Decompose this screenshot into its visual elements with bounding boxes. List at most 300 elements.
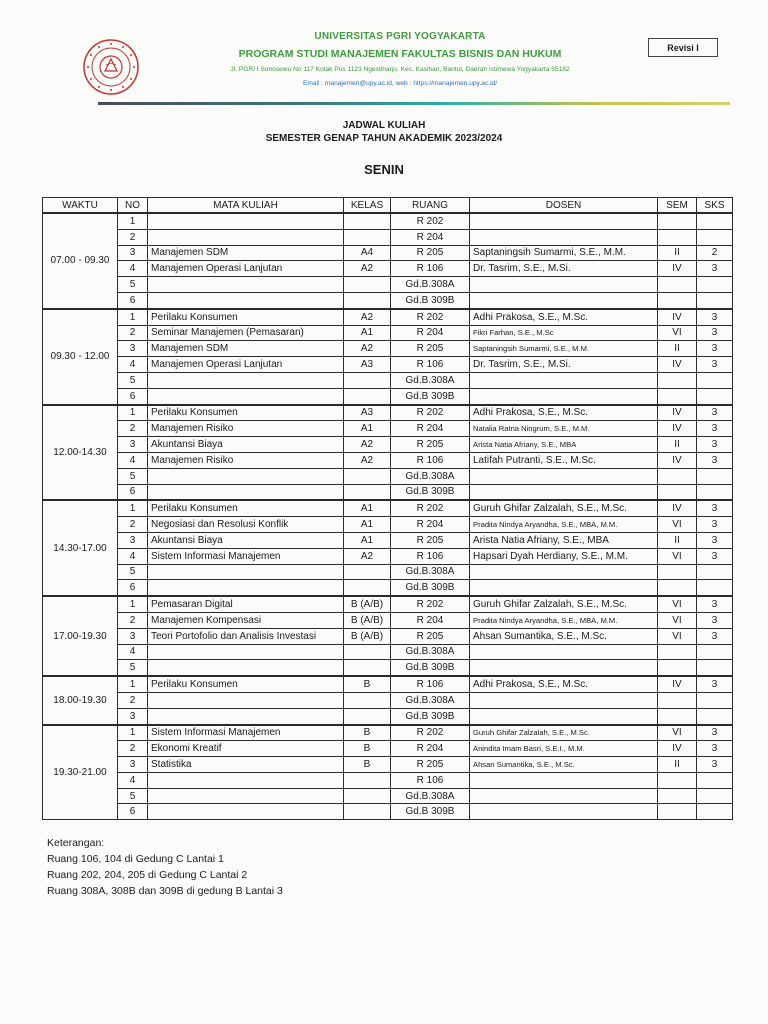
cell-lecturer: Latifah Putranti, S.E., M.Sc. — [470, 452, 658, 468]
cell-sem — [658, 772, 697, 788]
cell-sks: 3 — [697, 325, 733, 341]
cell-course — [148, 372, 344, 388]
cell-sem: II — [658, 437, 697, 453]
cell-course — [148, 484, 344, 500]
cell-sks: 3 — [697, 612, 733, 628]
column-header-sks: SKS — [697, 198, 733, 214]
cell-room: R 106 — [391, 261, 470, 277]
cell-sks: 3 — [697, 757, 733, 773]
cell-lecturer: Anindita Imam Basri, S.E.I., M.M. — [470, 741, 658, 757]
cell-lecturer: Adhi Prakosa, S.E., M.Sc. — [470, 405, 658, 421]
cell-sem: IV — [658, 405, 697, 421]
cell-course — [148, 292, 344, 308]
cell-room: R 204 — [391, 517, 470, 533]
table-row — [43, 788, 733, 804]
cell-lecturer — [470, 788, 658, 804]
cell-class — [344, 484, 391, 500]
cell-class: A1 — [344, 500, 391, 516]
cell-course: Teori Portofolio dan Analisis Investasi — [148, 628, 344, 644]
cell-no: 4 — [118, 357, 148, 373]
address: Jl. PGRI I Sonosewu No 117 Kotak Pos 1123 Ngestiharjo, Kec. Kasihan, Bantul, Daerah Istimewa Yogyakarta 55182 — [230, 66, 570, 73]
cell-lecturer — [470, 708, 658, 724]
time-slot-group — [43, 725, 733, 820]
cell-sem — [658, 372, 697, 388]
cell-sks — [697, 292, 733, 308]
cell-lecturer: Dr. Tasrim, S.E., M.Si. — [470, 357, 658, 373]
cell-time: 19.30-21.00 — [43, 725, 118, 820]
university-seal-icon — [80, 38, 142, 96]
cell-class: B — [344, 741, 391, 757]
column-header-sem: SEM — [658, 198, 697, 214]
cell-time: 17.00-19.30 — [43, 596, 118, 676]
table-row — [43, 772, 733, 788]
cell-sem: VI — [658, 517, 697, 533]
table-row — [43, 388, 733, 404]
table-row — [43, 708, 733, 724]
cell-sem: VI — [658, 725, 697, 741]
cell-lecturer — [470, 772, 658, 788]
table-row — [43, 213, 733, 229]
cell-room: R 202 — [391, 596, 470, 612]
cell-course — [148, 692, 344, 708]
cell-sem — [658, 229, 697, 245]
cell-sks: 2 — [697, 245, 733, 261]
cell-sks: 3 — [697, 628, 733, 644]
cell-no: 1 — [118, 500, 148, 516]
cell-sem — [658, 292, 697, 308]
cell-sem: II — [658, 245, 697, 261]
time-slot-group — [43, 500, 733, 596]
cell-sem — [658, 580, 697, 596]
cell-course: Manajemen Operasi Lanjutan — [148, 261, 344, 277]
cell-time: 14.30-17.00 — [43, 500, 118, 596]
cell-course — [148, 644, 344, 660]
cell-sem: VI — [658, 612, 697, 628]
cell-sks — [697, 277, 733, 293]
table-row — [43, 421, 733, 437]
cell-class: A3 — [344, 357, 391, 373]
day-heading: SENIN — [364, 162, 404, 177]
cell-sem: VI — [658, 628, 697, 644]
cell-sem — [658, 468, 697, 484]
cell-class — [344, 804, 391, 820]
cell-no: 1 — [118, 725, 148, 741]
cell-lecturer — [470, 292, 658, 308]
cell-no: 4 — [118, 644, 148, 660]
table-row — [43, 757, 733, 773]
cell-room: Gd.B 309B — [391, 804, 470, 820]
column-header-waktu: WAKTU — [43, 198, 118, 214]
cell-course: Manajemen Risiko — [148, 421, 344, 437]
cell-course — [148, 564, 344, 580]
cell-course: Sistem Informasi Manajemen — [148, 548, 344, 564]
cell-no: 5 — [118, 564, 148, 580]
cell-lecturer: Arista Natia Afriany, S.E., MBA — [470, 532, 658, 548]
table-row — [43, 341, 733, 357]
cell-time: 18.00-19.30 — [43, 676, 118, 724]
note-line: Ruang 308A, 308B dan 309B di gedung B Lantai 3 — [47, 885, 283, 897]
cell-class: A2 — [344, 437, 391, 453]
cell-sks: 3 — [697, 725, 733, 741]
cell-no: 4 — [118, 772, 148, 788]
cell-lecturer: Ahsan Sumantika, S.E., M.Sc. — [470, 757, 658, 773]
cell-lecturer: Dr. Tasrim, S.E., M.Si. — [470, 261, 658, 277]
cell-sks: 3 — [697, 532, 733, 548]
cell-sem: II — [658, 341, 697, 357]
cell-course: Manajemen Kompensasi — [148, 612, 344, 628]
table-row — [43, 596, 733, 612]
cell-lecturer: Ahsan Sumantika, S.E., M.Sc. — [470, 628, 658, 644]
cell-sks — [697, 644, 733, 660]
cell-sks — [697, 708, 733, 724]
cell-course: Sistem Informasi Manajemen — [148, 725, 344, 741]
cell-room: R 205 — [391, 341, 470, 357]
cell-course: Manajemen Operasi Lanjutan — [148, 357, 344, 373]
cell-no: 6 — [118, 388, 148, 404]
cell-sks: 3 — [697, 517, 733, 533]
cell-room: R 202 — [391, 725, 470, 741]
cell-sem: II — [658, 532, 697, 548]
cell-sks: 3 — [697, 596, 733, 612]
table-row — [43, 484, 733, 500]
cell-no: 3 — [118, 437, 148, 453]
cell-room: Gd.B.308A — [391, 277, 470, 293]
cell-course: Akuntansi Biaya — [148, 532, 344, 548]
cell-room: Gd.B.308A — [391, 644, 470, 660]
letterhead — [150, 31, 650, 87]
cell-lecturer: Fikri Farhan, S.E., M.Sc — [470, 325, 658, 341]
column-header-mata-kuliah: MATA KULIAH — [148, 198, 344, 214]
cell-lecturer: Saptaningsih Sumarmi, S.E., M.M. — [470, 245, 658, 261]
cell-sem — [658, 644, 697, 660]
cell-course: Seminar Manajemen (Pemasaran) — [148, 325, 344, 341]
cell-no: 3 — [118, 708, 148, 724]
cell-room: R 205 — [391, 437, 470, 453]
cell-course: Statistika — [148, 757, 344, 773]
table-row — [43, 357, 733, 373]
cell-sks — [697, 788, 733, 804]
cell-room: R 202 — [391, 500, 470, 516]
cell-class — [344, 644, 391, 660]
cell-class — [344, 292, 391, 308]
cell-room: R 106 — [391, 772, 470, 788]
cell-no: 6 — [118, 292, 148, 308]
cell-room: Gd.B.308A — [391, 692, 470, 708]
column-header-dosen: DOSEN — [470, 198, 658, 214]
cell-course — [148, 804, 344, 820]
cell-course — [148, 772, 344, 788]
cell-room: Gd.B 309B — [391, 580, 470, 596]
cell-no: 6 — [118, 804, 148, 820]
cell-no: 2 — [118, 229, 148, 245]
cell-room: Gd.B 309B — [391, 388, 470, 404]
table-row — [43, 628, 733, 644]
cell-lecturer — [470, 277, 658, 293]
cell-class — [344, 564, 391, 580]
cell-lecturer: Saptaningsih Sumarmi, S.E., M.M. — [470, 341, 658, 357]
cell-no: 1 — [118, 596, 148, 612]
cell-no: 2 — [118, 741, 148, 757]
cell-lecturer: Guruh Ghifar Zalzalah, S.E., M.Sc. — [470, 596, 658, 612]
cell-course — [148, 277, 344, 293]
cell-no: 6 — [118, 484, 148, 500]
cell-sks: 3 — [697, 309, 733, 325]
cell-time: 07.00 - 09.30 — [43, 213, 118, 309]
cell-lecturer: Adhi Prakosa, S.E., M.Sc. — [470, 309, 658, 325]
cell-lecturer: Guruh Ghifar Zalzalah, S.E., M.Sc. — [470, 725, 658, 741]
cell-room: R 204 — [391, 229, 470, 245]
cell-sem — [658, 564, 697, 580]
cell-sem: VI — [658, 325, 697, 341]
cell-sks: 3 — [697, 341, 733, 357]
cell-class: B — [344, 676, 391, 692]
cell-sem — [658, 388, 697, 404]
cell-no: 2 — [118, 612, 148, 628]
note-line: Ruang 106, 104 di Gedung C Lantai 1 — [47, 853, 224, 865]
cell-room: R 106 — [391, 676, 470, 692]
cell-lecturer — [470, 388, 658, 404]
cell-room: R 205 — [391, 628, 470, 644]
cell-sks — [697, 564, 733, 580]
cell-no: 1 — [118, 213, 148, 229]
cell-room: Gd.B 309B — [391, 660, 470, 676]
cell-sem: IV — [658, 452, 697, 468]
cell-sem: VI — [658, 596, 697, 612]
cell-sem: II — [658, 757, 697, 773]
cell-course: Manajemen Risiko — [148, 452, 344, 468]
table-row — [43, 644, 733, 660]
cell-lecturer — [470, 372, 658, 388]
cell-lecturer: Arista Natia Afriany, S.E., MBA — [470, 437, 658, 453]
cell-sem — [658, 708, 697, 724]
table-row — [43, 532, 733, 548]
table-row — [43, 517, 733, 533]
cell-sem: IV — [658, 261, 697, 277]
table-row — [43, 692, 733, 708]
column-header-ruang: RUANG — [391, 198, 470, 214]
cell-lecturer — [470, 804, 658, 820]
cell-room: Gd.B.308A — [391, 468, 470, 484]
cell-class — [344, 708, 391, 724]
cell-class: A3 — [344, 405, 391, 421]
cell-sks: 3 — [697, 676, 733, 692]
cell-no: 2 — [118, 421, 148, 437]
table-row — [43, 309, 733, 325]
column-header-kelas: KELAS — [344, 198, 391, 214]
cell-sem — [658, 804, 697, 820]
cell-room: R 106 — [391, 452, 470, 468]
cell-course — [148, 213, 344, 229]
cell-lecturer — [470, 580, 658, 596]
time-slot-group — [43, 676, 733, 724]
cell-course — [148, 708, 344, 724]
cell-class: A2 — [344, 341, 391, 357]
cell-class: B (A/B) — [344, 612, 391, 628]
cell-sem — [658, 277, 697, 293]
cell-class: A1 — [344, 325, 391, 341]
cell-class: A1 — [344, 421, 391, 437]
cell-sks: 3 — [697, 421, 733, 437]
time-slot-group — [43, 596, 733, 676]
schedule-table — [42, 197, 733, 820]
cell-no: 1 — [118, 676, 148, 692]
cell-no: 3 — [118, 341, 148, 357]
cell-no: 5 — [118, 660, 148, 676]
cell-class — [344, 372, 391, 388]
cell-class: A2 — [344, 548, 391, 564]
cell-course — [148, 580, 344, 596]
cell-class — [344, 229, 391, 245]
cell-room: R 204 — [391, 741, 470, 757]
cell-sks — [697, 468, 733, 484]
cell-room: R 202 — [391, 309, 470, 325]
time-slot-group — [43, 309, 733, 405]
cell-no: 2 — [118, 325, 148, 341]
cell-no: 6 — [118, 580, 148, 596]
document-subtitle: SEMESTER GENAP TAHUN AKADEMIK 2023/2024 — [265, 133, 503, 144]
notes — [47, 835, 283, 899]
document-title: JADWAL KULIAH — [342, 120, 426, 131]
cell-class: B (A/B) — [344, 596, 391, 612]
cell-course: Negosiasi dan Resolusi Konflik — [148, 517, 344, 533]
cell-class — [344, 660, 391, 676]
cell-sks: 3 — [697, 261, 733, 277]
table-row — [43, 437, 733, 453]
cell-sks: 3 — [697, 452, 733, 468]
cell-sem: IV — [658, 309, 697, 325]
cell-sem — [658, 213, 697, 229]
cell-no: 5 — [118, 468, 148, 484]
cell-room: R 202 — [391, 405, 470, 421]
cell-sks: 3 — [697, 741, 733, 757]
table-row — [43, 229, 733, 245]
cell-room: R 106 — [391, 357, 470, 373]
table-row — [43, 548, 733, 564]
cell-class — [344, 213, 391, 229]
cell-lecturer — [470, 692, 658, 708]
cell-no: 2 — [118, 692, 148, 708]
table-row — [43, 325, 733, 341]
table-header-row — [43, 198, 733, 214]
table-row — [43, 468, 733, 484]
cell-lecturer — [470, 229, 658, 245]
cell-class: A4 — [344, 245, 391, 261]
cell-room: Gd.B 309B — [391, 292, 470, 308]
university-name: UNIVERSITAS PGRI YOGYAKARTA — [314, 31, 486, 42]
table-row — [43, 676, 733, 692]
cell-lecturer: Guruh Ghifar Zalzalah, S.E., M.Sc. — [470, 500, 658, 516]
cell-no: 5 — [118, 788, 148, 804]
contact-links[interactable]: Email : manajemen@upy.ac.id, web : https://manajemen.upy.ac.id/ — [302, 80, 498, 87]
table-row — [43, 292, 733, 308]
cell-no: 3 — [118, 532, 148, 548]
table-row — [43, 564, 733, 580]
cell-lecturer — [470, 660, 658, 676]
cell-class: B — [344, 725, 391, 741]
program-name: PROGRAM STUDI MANAJEMEN FAKULTAS BISNIS DAN HUKUM — [238, 48, 562, 60]
cell-sem: IV — [658, 500, 697, 516]
cell-class: A1 — [344, 517, 391, 533]
cell-sem: IV — [658, 357, 697, 373]
table-row — [43, 372, 733, 388]
cell-course: Akuntansi Biaya — [148, 437, 344, 453]
cell-lecturer: Adhi Prakosa, S.E., M.Sc. — [470, 676, 658, 692]
cell-class — [344, 468, 391, 484]
table-row — [43, 277, 733, 293]
cell-no: 3 — [118, 628, 148, 644]
cell-course: Perilaku Konsumen — [148, 309, 344, 325]
cell-lecturer — [470, 564, 658, 580]
table-row — [43, 660, 733, 676]
cell-sks — [697, 484, 733, 500]
cell-sem — [658, 484, 697, 500]
cell-class — [344, 277, 391, 293]
cell-course: Ekonomi Kreatif — [148, 741, 344, 757]
cell-no: 2 — [118, 517, 148, 533]
cell-course — [148, 229, 344, 245]
cell-sks — [697, 229, 733, 245]
cell-sem — [658, 660, 697, 676]
cell-class — [344, 788, 391, 804]
cell-class — [344, 772, 391, 788]
cell-sks: 3 — [697, 500, 733, 516]
cell-sem: IV — [658, 421, 697, 437]
cell-class: B — [344, 757, 391, 773]
cell-lecturer — [470, 644, 658, 660]
header-divider — [98, 102, 730, 105]
cell-course: Perilaku Konsumen — [148, 405, 344, 421]
cell-sks — [697, 660, 733, 676]
cell-class: B (A/B) — [344, 628, 391, 644]
cell-room: Gd.B.308A — [391, 788, 470, 804]
cell-sks — [697, 388, 733, 404]
cell-class — [344, 388, 391, 404]
cell-sks: 3 — [697, 437, 733, 453]
cell-sks — [697, 372, 733, 388]
cell-course — [148, 468, 344, 484]
cell-no: 3 — [118, 757, 148, 773]
cell-sks — [697, 580, 733, 596]
cell-room: R 202 — [391, 213, 470, 229]
table-row — [43, 741, 733, 757]
cell-lecturer: Pradita Nindya Aryandha, S.E., MBA, M.M. — [470, 612, 658, 628]
cell-course: Manajemen SDM — [148, 245, 344, 261]
notes-heading: Keterangan: — [47, 837, 105, 849]
cell-room: R 205 — [391, 532, 470, 548]
cell-sks: 3 — [697, 357, 733, 373]
cell-no: 1 — [118, 309, 148, 325]
time-slot-group — [43, 213, 733, 309]
cell-no: 4 — [118, 452, 148, 468]
cell-room: R 205 — [391, 245, 470, 261]
cell-sks — [697, 692, 733, 708]
cell-sem: VI — [658, 548, 697, 564]
cell-class: A2 — [344, 261, 391, 277]
cell-lecturer — [470, 468, 658, 484]
cell-no: 3 — [118, 245, 148, 261]
cell-room: R 106 — [391, 548, 470, 564]
cell-lecturer: Hapsari Dyah Herdiany, S.E., M.M. — [470, 548, 658, 564]
cell-room: R 204 — [391, 325, 470, 341]
table-row — [43, 725, 733, 741]
column-header-no: NO — [118, 198, 148, 214]
cell-course — [148, 788, 344, 804]
note-line: Ruang 202, 204, 205 di Gedung C Lantai 2 — [47, 869, 248, 881]
time-slot-group — [43, 405, 733, 501]
cell-course: Pemasaran Digital — [148, 596, 344, 612]
cell-room: Gd.B 309B — [391, 484, 470, 500]
cell-room: Gd.B.308A — [391, 564, 470, 580]
